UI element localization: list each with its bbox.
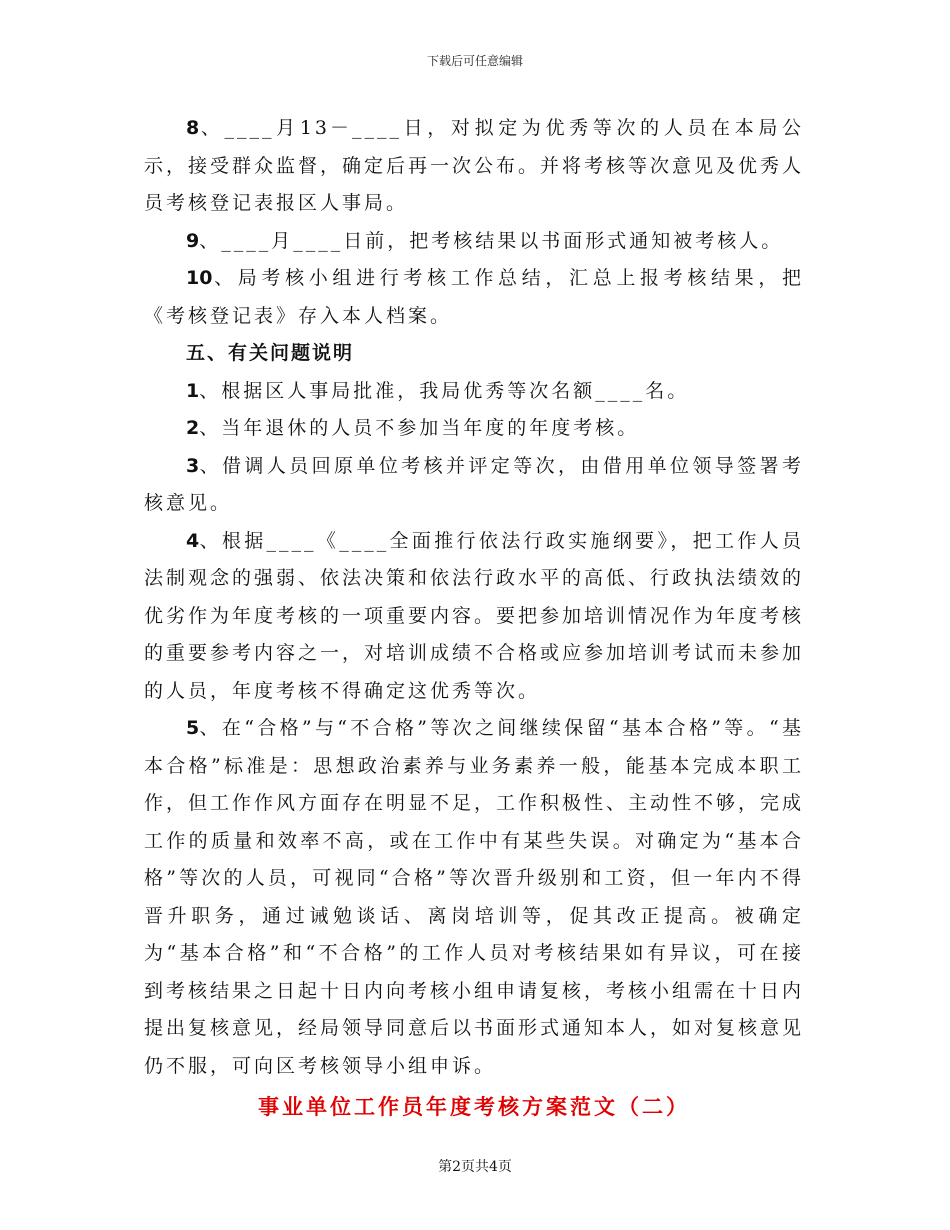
item-number: 10 <box>186 267 213 289</box>
document-body <box>144 110 804 1127</box>
section-item-1 <box>144 373 804 411</box>
page-footer: 第2页共4页 <box>438 1159 512 1175</box>
item-text: 、____月____日前，把考核结果以书面形式通知被考核人。 <box>199 229 784 252</box>
paragraph-item-10 <box>144 260 804 335</box>
item-number: 4 <box>186 529 200 552</box>
item-text: 、当年退休的人员不参加当年度的年度考核。 <box>199 417 640 439</box>
page-header: 下载后可任意编辑 <box>426 54 523 68</box>
section-item-5 <box>144 710 804 1085</box>
item-text: 、在“合格”与“不合格”等次之间继续保留“基本合格”等。“基本合格”标准是：思想政治素养与业务素养一般，能基本完成本职工作，但工作作风方面存在明显不足，工作积极性、主动性不够，完成工作的质量和效率不高，或在工作中有某些失误。对确定为“基本合格”等次的人员，可视同“合格”等次晋升级别和工资，但一年内不得晋升职务，通过诫勉谈话、离岗培训等，促其改正提高。被确定为“基本合格”和“不合格”的工作人员对考核结果如有异议，可在接到考核结果之日起十日内向考核小组申请复核，考核小组需在十日内提出复核意见，经局领导同意后以书面形式通知本人，如对复核意见仍不服，可向区考核领导小组申诉。 <box>144 717 805 1077</box>
item-number: 2 <box>186 417 200 439</box>
section-item-3 <box>144 448 804 523</box>
item-text: 、借调人员回原单位考核并评定等次，由借用单位领导签署考核意见。 <box>144 454 804 514</box>
section-item-2 <box>144 410 804 448</box>
item-number: 3 <box>186 454 200 477</box>
next-section-title: 事业单位工作员年度考核方案范文（二） <box>258 1095 690 1119</box>
section-item-4 <box>144 523 804 711</box>
item-number: 8 <box>186 117 200 139</box>
item-text: 、根据区人事局批准，我局优秀等次名额____名。 <box>199 379 690 402</box>
paragraph-item-9 <box>144 223 804 261</box>
item-text: 、根据____《____全面推行依法行政实施纲要》，把工作人员法制观念的强弱、依法决策和依法行政水平的高低、行政执法绩效的优劣作为年度考核的一项重要内容。要把参加培训情况作为年度考核的重要参考内容之一，对培训成绩不合格或应参加培训考试而未参加的人员，年度考核不得确定这优秀等次。 <box>144 529 805 702</box>
paragraph-item-8 <box>144 110 804 223</box>
item-number: 5 <box>186 717 200 739</box>
item-number: 9 <box>186 229 200 252</box>
item-text: 、局考核小组进行考核工作总结，汇总上报考核结果，把《考核登记表》存入本人档案。 <box>144 267 804 327</box>
item-number: 1 <box>186 379 200 402</box>
section-heading: 五、有关问题说明 <box>186 342 355 364</box>
item-text: 、____月13－____日，对拟定为优秀等次的人员在本局公示，接受群众监督，确定后再一次公布。并将考核等次意见及优秀人员考核登记表报区人事局。 <box>144 117 805 214</box>
